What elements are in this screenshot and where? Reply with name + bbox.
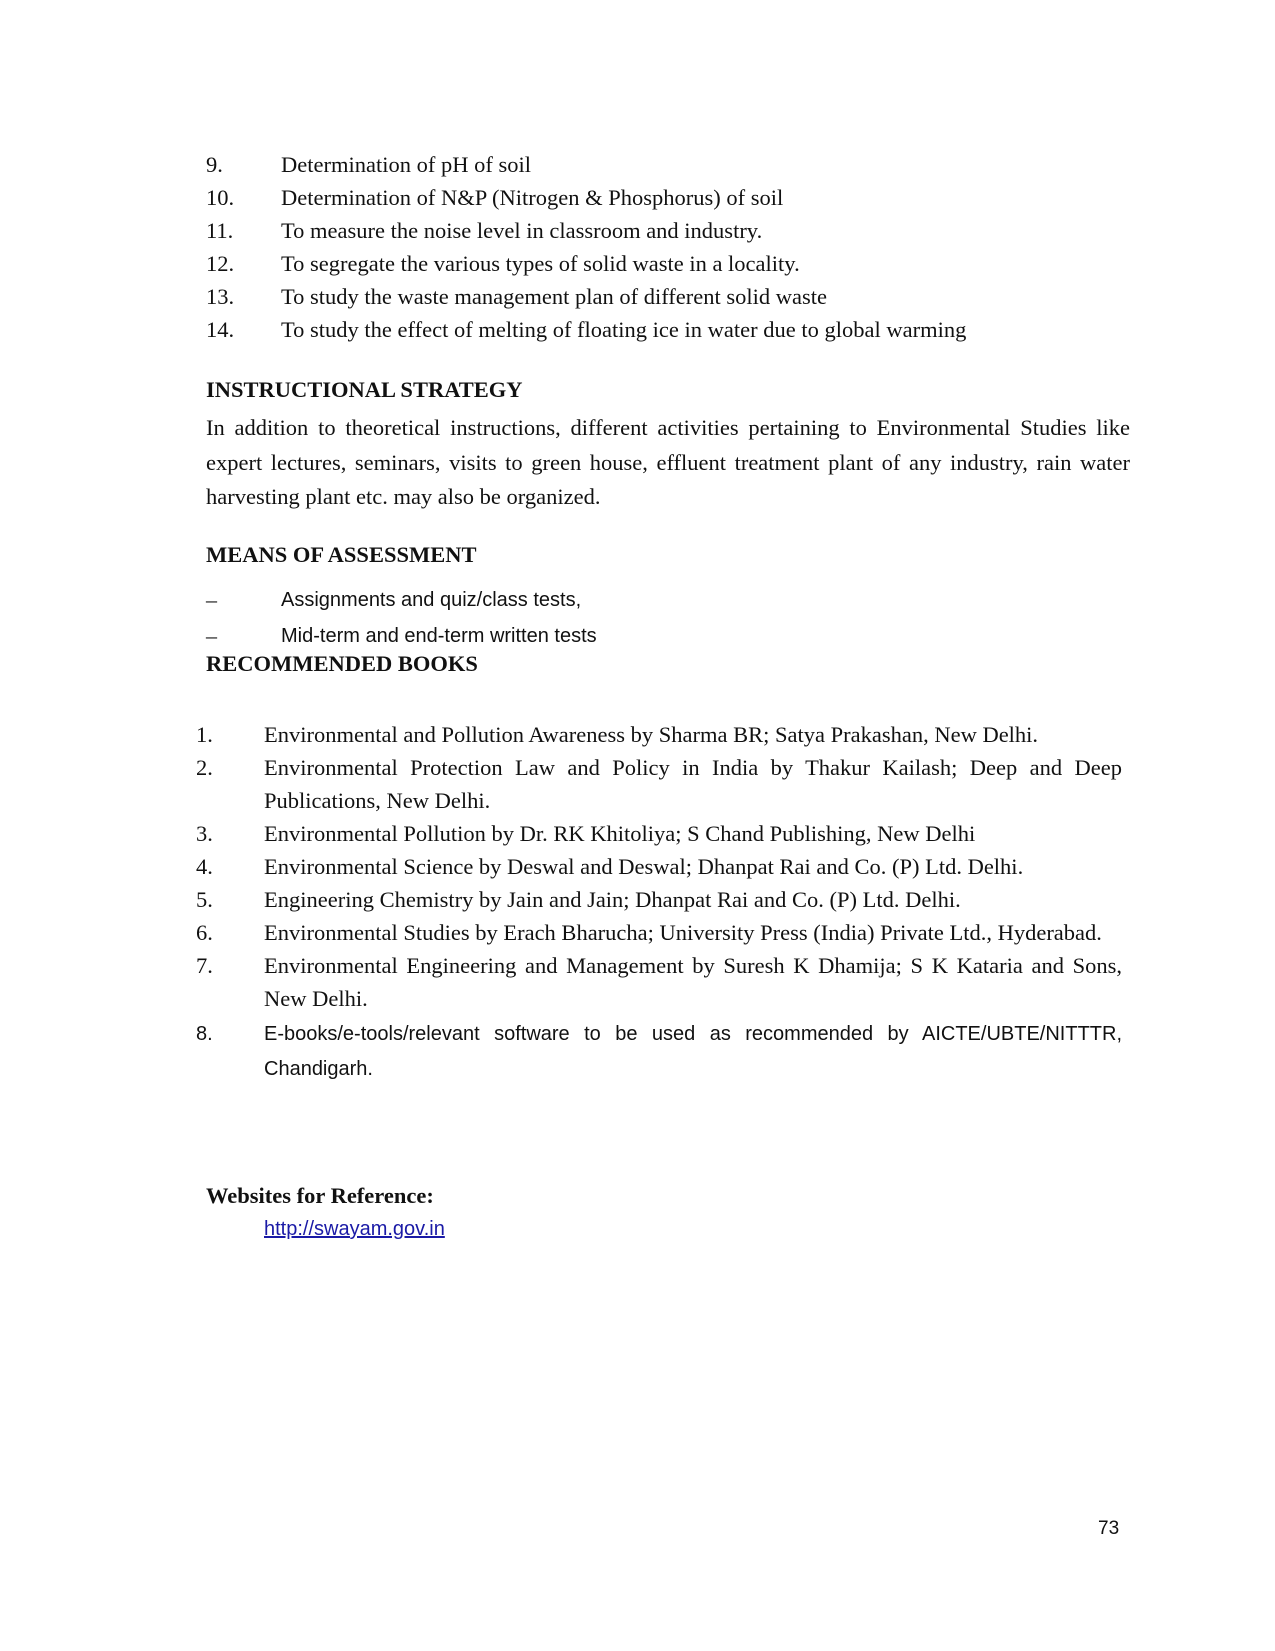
practicals-list <box>206 148 1106 346</box>
item-number: 5. <box>196 887 213 912</box>
assessment-list <box>206 582 597 654</box>
list-item <box>206 280 1106 313</box>
item-text: To measure the noise level in classroom and industry. <box>281 218 763 243</box>
item-text: Determination of pH of soil <box>281 152 531 177</box>
item-text: Environmental Science by Deswal and Deswal; Dhanpat Rai and Co. (P) Ltd. Delhi. <box>264 854 1024 879</box>
list-item <box>196 850 1122 883</box>
instructional-strategy-text: In addition to theoretical instructions, different activities pertaining to Environmental Studies like expert lectures, seminars, visits to green house, effluent treatment plant of any industry, rain water harvesting plant etc. may also be organized. <box>206 415 1130 509</box>
item-text: Assignments and quiz/class tests, <box>281 589 582 611</box>
item-text: Mid-term and end-term written tests <box>281 625 597 647</box>
item-number: 7. <box>196 953 213 978</box>
website-link[interactable]: http://swayam.gov.in <box>264 1218 445 1240</box>
item-text: To study the waste management plan of different solid waste <box>281 284 827 309</box>
item-text: Environmental Pollution by Dr. RK Khitoliya; S Chand Publishing, New Delhi <box>264 821 976 846</box>
list-item <box>196 751 1122 817</box>
item-number: 6. <box>196 920 213 945</box>
item-number: 14. <box>206 317 235 342</box>
item-number: 11. <box>206 218 234 243</box>
item-number: 10. <box>206 185 235 210</box>
list-item <box>206 582 597 618</box>
item-number: 3. <box>196 821 213 846</box>
list-item <box>206 181 1106 214</box>
websites-heading: Websites for Reference: <box>206 1183 434 1208</box>
item-text: Environmental Studies by Erach Bharucha; University Press (India) Private Ltd., Hyderabad. <box>264 920 1102 945</box>
item-text: Engineering Chemistry by Jain and Jain; Dhanpat Rai and Co. (P) Ltd. Delhi. <box>264 887 961 912</box>
dash-bullet: – <box>206 587 217 612</box>
list-item <box>206 618 597 654</box>
item-number: 9. <box>206 152 223 177</box>
item-number: 13. <box>206 284 235 309</box>
list-item <box>206 148 1106 181</box>
books-list <box>196 718 1122 1087</box>
list-item <box>206 247 1106 280</box>
item-number: 4. <box>196 854 213 879</box>
instructional-strategy-heading: INSTRUCTIONAL STRATEGY <box>206 377 523 402</box>
item-text: Determination of N&P (Nitrogen & Phosphorus) of soil <box>281 185 784 210</box>
item-number: 2. <box>196 755 213 780</box>
list-item <box>196 817 1122 850</box>
recommended-books-heading: RECOMMENDED BOOKS <box>206 651 478 676</box>
item-text: To study the effect of melting of floating ice in water due to global warming <box>281 317 967 342</box>
list-item <box>196 883 1122 916</box>
list-item <box>206 214 1106 247</box>
item-text: Environmental and Pollution Awareness by Sharma BR; Satya Prakashan, New Delhi. <box>264 722 1039 747</box>
list-item <box>196 718 1122 751</box>
item-text: Environmental Engineering and Management by Suresh K Dhamija; S K Kataria and Sons, New Delhi. <box>264 953 1122 1011</box>
item-text: Environmental Protection Law and Policy in India by Thakur Kailash; Deep and Deep Publications, New Delhi. <box>264 755 1122 813</box>
page-number: 73 <box>1098 1518 1120 1539</box>
item-number: 1. <box>196 722 213 747</box>
item-number: 12. <box>206 251 235 276</box>
item-text: To segregate the various types of solid waste in a locality. <box>281 251 800 276</box>
item-number: 8. <box>196 1023 213 1045</box>
item-text: E-books/e-tools/relevant software to be used as recommended by AICTE/UBTE/NITTTR, Chandigarh. <box>264 1023 1122 1080</box>
list-item <box>196 949 1122 1015</box>
means-of-assessment-heading: MEANS OF ASSESSMENT <box>206 542 477 567</box>
dash-bullet: – <box>206 623 217 648</box>
list-item <box>206 313 1106 346</box>
list-item <box>196 1017 1122 1087</box>
list-item <box>196 916 1122 949</box>
